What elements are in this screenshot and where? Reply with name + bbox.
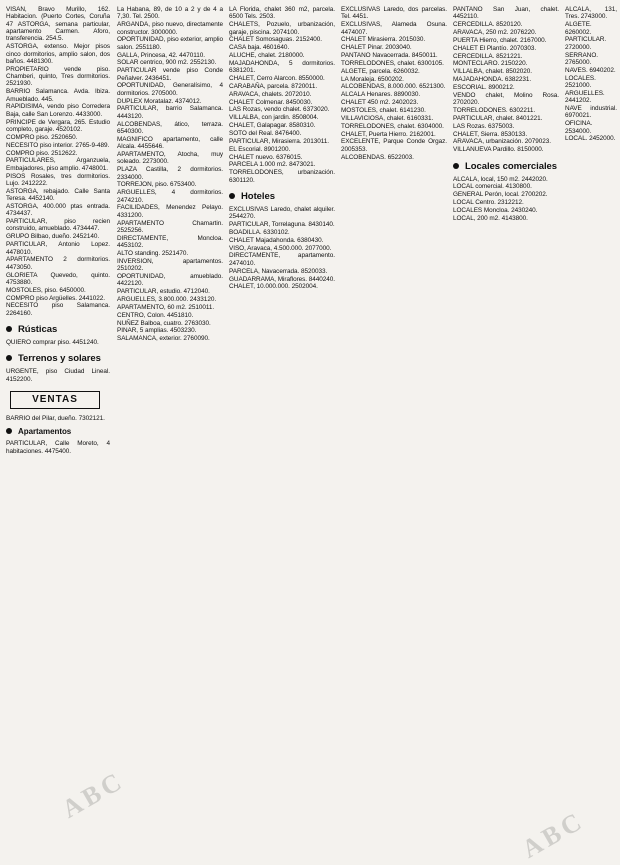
classified-ad: TORRELODONES, chalet. 6304000. [341, 122, 444, 130]
classified-ad: ARGUELLES, 3.800.000. 2433120. [117, 296, 217, 304]
classified-ad: SOLAR centrico, 900 m2. 2552130. [117, 59, 217, 67]
classified-ad: PINAR, 5 amplias. 4503230. [117, 327, 197, 335]
classified-ad: EL Escorial. 8901200. [229, 145, 291, 153]
classified-ad: ARAVACA, chalets. 2072010. [229, 90, 312, 98]
classified-ad: CHALET Mirasierra. 2015030. [341, 36, 426, 44]
classified-ad: LOCAL Centro. 2312212. [453, 199, 524, 207]
classified-ad: ALGETE. 6260002. [565, 21, 592, 36]
section-apartamentos: Apartamentos [6, 426, 110, 437]
classified-ad: COMPRO piso. 2512622. [6, 149, 78, 157]
watermark: ABC [56, 765, 130, 824]
section-locales: Locales comerciales [453, 161, 559, 172]
column-1 [6, 6, 110, 856]
classified-ad: COMPRO piso. 2520650. [6, 133, 78, 141]
classified-ad: CASA baja. 4601640. [229, 44, 290, 52]
classified-ad: TORRELODONES. 6302211. [453, 106, 536, 114]
classified-ad: BARRIO del Pilar, dueño. 7302121. [6, 415, 105, 423]
section-rusticas: Rústicas [6, 324, 110, 335]
classified-ad: BOADILLA. 6330102. [229, 228, 290, 236]
classified-ad: PANTANO San Juan, chalet. 4452110. [453, 6, 559, 21]
column-6 [565, 6, 617, 856]
classified-ad: GLORIETA Quevedo, quinto. 4753880. [6, 271, 110, 286]
classified-ad: CHALET, 10.000.000. 2502004. [229, 283, 318, 291]
classified-ad: LOCAL, 200 m2. 4143800. [453, 214, 528, 222]
classified-ad: TORREJON, piso. 6753400. [117, 181, 197, 189]
classified-ad: LAS Rozas. 6375003. [453, 122, 515, 130]
classified-ad: ARAVACA, 250 m2. 2076220. [453, 29, 537, 37]
classified-ad: PISOS Rosales, tres dormitorios. Lujo. 2412222. [6, 172, 110, 187]
classified-ad: LOCAL comercial. 4130800. [453, 183, 532, 191]
classified-ad: CHALET Colmenar. 8450030. [229, 98, 313, 106]
section-hoteles: Hoteles [229, 191, 335, 202]
classified-ad: QUIERO comprar piso. 4451240. [6, 339, 99, 347]
classified-ad: ESCORIAL. 8900212. [453, 83, 515, 91]
classified-ad: EXCLUSIVAS Laredo, dos parcelas. Tel. 4451. [341, 6, 447, 21]
classified-ad: LA Florida, chalet 360 m2, parcela. 6500 Tels. 2503. [229, 6, 335, 21]
classified-ad: LAS Rozas, vendo chalet. 6373020. [229, 106, 330, 114]
classified-ad: OPORTUNIDAD, piso exterior, amplio salon. 2551180. [117, 36, 223, 51]
classified-ad: MAJADAHONDA, 5 dormitorios. 6381201. [229, 59, 335, 75]
classified-ad: OPORTUNIDAD, Generalísimo, 4 dormitorios. 2705000. [117, 82, 223, 97]
classified-ad: LOCALES Moncloa. 2430240. [453, 206, 538, 214]
section-ventas: VENTAS [10, 391, 100, 409]
classified-ad: VISAN, Bravo Murillo, 162. Habitacion. (Puerto Cortes, Coruña 47 ASTORGA, semana particular, apartamento Carmen. Aforo, transferencia. 254.5. [6, 6, 110, 43]
classified-ad: PARTICULAR, Mirasierra. 2013011. [229, 137, 329, 145]
classified-ad: CHALET El Plantío. 2070303. [453, 44, 537, 52]
classified-ad: INVERSION, apartamentos. 2510202. [117, 257, 223, 273]
classified-ad: VILLANUEVA Pardillo. 8150000. [453, 146, 544, 154]
classified-ad: ALCOBENDAS. 6522003. [341, 153, 414, 161]
classified-ad: ARGUELLES. 2441202. [565, 89, 605, 105]
classified-ad: EXCLUSIVAS Laredo, chalet alquiler. 2544270. [229, 205, 335, 221]
classified-ad: BARRIO Salamanca. Avda. Ibiza. Amueblado. 445. [6, 88, 110, 103]
bullet-icon [6, 428, 12, 434]
classified-ad: EXCELENTE, Parque Conde Orgaz. 2005353. [341, 138, 447, 153]
classified-ad: ALUCHE, chalet. 2180000. [229, 52, 305, 60]
classified-ad: CHALET, Sierra. 8530133. [453, 130, 528, 138]
classified-ad: FACILIDADES, Menendez Pelayo. 4331200. [117, 204, 223, 219]
classified-ad: PARTICULAR vende piso Conde Peñalver. 2436451. [117, 67, 223, 82]
classified-ad: DIRECTAMENTE, Moncloa. 4453102. [117, 234, 223, 250]
classified-ad: CHALET Majadahonda. 6380430. [229, 236, 324, 244]
classified-ad: APARTAMENTO, Atocha, muy soleado. 2273000. [117, 151, 223, 166]
classified-ad: PARTICULAR, Calle Moreto, 4 habitaciones. 4475400. [6, 440, 110, 455]
classified-ad: ASTORGA, rebajado. Calle Santa Teresa. 4452140. [6, 187, 110, 203]
classified-ad: VILLALBA, chalet. 8502020. [453, 68, 532, 76]
classified-ad: ARGUELLES, 4 dormitorios. 2474210. [117, 189, 223, 204]
classified-ad: LA Moraleja. 6500202. [341, 75, 404, 83]
column-3 [229, 6, 335, 856]
classified-ad: MONTECLARO. 2150220. [453, 60, 528, 68]
classified-ad: TORRELODONES, urbanización. 6301120. [229, 169, 335, 184]
classified-ad: URGENTE, piso Ciudad Lineal. 4152200. [6, 368, 110, 383]
classified-ad: PARTICULAR, barrio Salamanca. 4443120. [117, 105, 223, 120]
classified-ad: PARTICULAR, estudio. 4712040. [117, 288, 210, 296]
classified-ad: La Habana, 89, de 10 a 2 y de 4 a 7,30. Tel. 2500. [117, 6, 223, 21]
classified-ad: PARTICULAR, piso recien construido, amueblado. 4734447. [6, 218, 110, 233]
classified-ad: CERCEDILLA. 8521221. [453, 52, 523, 60]
classified-ad: DIRECTAMENTE, apartamento. 2474010. [229, 252, 335, 267]
classified-ad: PARTICULAR, Antonio Lopez. 4478010. [6, 241, 110, 256]
bullet-icon [6, 326, 12, 332]
classified-ad: RAPIDISIMA, vendo piso Corredera Baja, calle San Lorenzo. 4433000. [6, 103, 110, 118]
classified-ad: ARGANDA, piso nuevo, directamente constructor. 3000000. [117, 21, 223, 36]
classified-ad: PARTICULAR, chalet. 8401221. [453, 114, 543, 122]
classified-ad: PARTICULARES, Arganzuela, Embajadores, piso amplio. 4748001. [6, 157, 110, 172]
classified-ad: ALCOBENDAS, 8.000.000. 6521300. [341, 83, 446, 91]
bullet-icon [453, 163, 459, 169]
classified-ad: PARCELA 1.000 m2. 8473021. [229, 161, 316, 169]
column-2 [117, 6, 223, 856]
classified-ad: PARTICULAR, Torrelaguna. 8430140. [229, 221, 335, 229]
classified-ad: EXCLUSIVAS, Alameda Osuna. 4474007. [341, 21, 447, 36]
classified-ad: COMPRO piso Argüelles. 2441022. [6, 294, 105, 302]
classified-ad: ALGETE, parcela. 6260032. [341, 67, 420, 75]
classified-ad: VILLALBA, con jardin. 8508004. [229, 114, 319, 122]
classified-ad: CERCEDILLA. 8520120. [453, 21, 523, 29]
classified-ad: VILLAVICIOSA, chalet. 6160331. [341, 114, 434, 122]
classified-ad: ALTO standing. 2521470. [117, 250, 189, 257]
classified-ad: ALCALA, 131, Tres. 2743000. [565, 6, 617, 21]
classified-ad: OFICINA. 2534000. [565, 120, 593, 135]
classified-ad: ASTORGA, 400.000 ptas entrada. 4734437. [6, 202, 110, 218]
classified-ad: PLAZA Castilla, 2 dormitorios. 2334000. [117, 166, 223, 181]
watermark: ABC [516, 805, 590, 864]
classified-ad: TORRELODONES, chalet. 6300105. [341, 59, 444, 67]
classified-ad: MOSTOLES, piso. 6450000. [6, 286, 86, 294]
classified-ad: CHALET nuevo. 6376015. [229, 153, 303, 161]
classified-ad: NAVES. 6940202. [565, 66, 616, 74]
classified-ad: ASTORGA, extenso. Mejor pisos cinco dormitorios, amplio salon, dos baños. 4481300. [6, 43, 110, 65]
classified-ad: PRINCIPE de Vergara, 265. Estudio completo, garaje. 4520102. [6, 118, 110, 133]
classified-ad: PARCELA, Navacerrada. 8520033. [229, 267, 328, 275]
classified-ad: PANTANO Navacerrada. 8450011. [341, 52, 438, 60]
classified-ad: CENTRO, Colon. 4451810. [117, 311, 194, 319]
classified-ad: NAVE industrial. 6970021. [565, 104, 617, 120]
classified-ad: ALCALA, local, 150 m2. 2442020. [453, 175, 548, 183]
classified-ad: CHALET, Galapagar. 8580310. [229, 122, 316, 130]
classified-ad: PUERTA Hierro, chalet. 2167000. [453, 36, 547, 44]
classified-ad: NECESITO piso Salamanca. 2264160. [6, 302, 110, 317]
classified-ad: CHALETS, Pozuelo, urbanización, garaje, piscina. 2074100. [229, 21, 335, 36]
bullet-icon [229, 193, 235, 199]
classified-ad: SOTO del Real. 8476400. [229, 130, 302, 137]
classified-ad: MOSTOLES, chalet. 6141230. [341, 106, 426, 114]
classified-ad: ALCALA Henares. 8890030. [341, 91, 421, 99]
classified-ad: APARTAMENTO, 60 m2. 2510011. [117, 303, 215, 311]
classified-ad: NUÑEZ Balboa, cuatro. 2763030. [117, 319, 211, 327]
classified-ad: CHALET 450 m2. 2402023. [341, 99, 419, 107]
classified-ad: ARAVACA, urbanización. 2079023. [453, 138, 552, 146]
classified-ad: PROPIETARIO vende piso. Chamberi, quinto, Tres dormitorios. 2521930. [6, 65, 110, 88]
classified-ad: SERRANO. 2765000. [565, 51, 598, 66]
classified-ad: CARABAÑA, parcela. 8720011. [229, 82, 318, 90]
bullet-icon [6, 355, 12, 361]
classified-ad: VISO, Aravaca, 4.500.000. 2077000. [229, 244, 332, 252]
column-4 [341, 6, 447, 856]
classified-ad: MAGNIFICO apartamento, calle Alcala. 4455646. [117, 135, 223, 151]
classified-ad: NECESITO piso interior. 2765-9-489. [6, 141, 110, 149]
section-terrenos: Terrenos y solares [6, 353, 110, 364]
classified-ad: APARTAMENTO 2 dormitorios. 4473050. [6, 256, 110, 271]
classified-ad: LOCAL. 2452000. [565, 135, 616, 143]
classified-ad: GENERAL Perón, local. 2700202. [453, 191, 548, 199]
classified-ad: DUPLEX Moratalaz. 4374012. [117, 97, 202, 105]
classified-ad: GALLA, Princesa, 42. 4470110. [117, 51, 205, 59]
classified-ad: LOCALES. 2521000. [565, 74, 596, 89]
classified-ad: CHALET, Puerta Hierro. 2162001. [341, 130, 436, 138]
classified-ad: CHALET, Cerro Alarcon. 8550000. [229, 75, 325, 83]
classified-ad: OPORTUNIDAD, amueblado. 4422120. [117, 273, 223, 288]
classified-ad: PARTICULAR. 2720000. [565, 36, 607, 51]
classified-ad: VENDO chalet, Molino Rosa. 2702020. [453, 91, 559, 107]
classified-ad: APARTAMENTO Chamartin. 2525256. [117, 219, 223, 234]
column-5 [453, 6, 559, 856]
classified-ad: GRUPO Bilbao, dueño. 2452140. [6, 233, 100, 241]
classified-ad: GUADARRAMA, Miraflores. 8440240. [229, 275, 335, 283]
classified-ad: MAJADAHONDA. 6382231. [453, 76, 532, 84]
classified-ad: ALCOBENDAS, ático, terraza. 6540300. [117, 120, 223, 135]
classified-ad: CHALET Somosaguas. 2152400. [229, 36, 323, 44]
classified-ad: CHALET Pinar. 2003040. [341, 44, 412, 52]
classified-ad: SALAMANCA, exterior. 2760090. [117, 335, 210, 343]
